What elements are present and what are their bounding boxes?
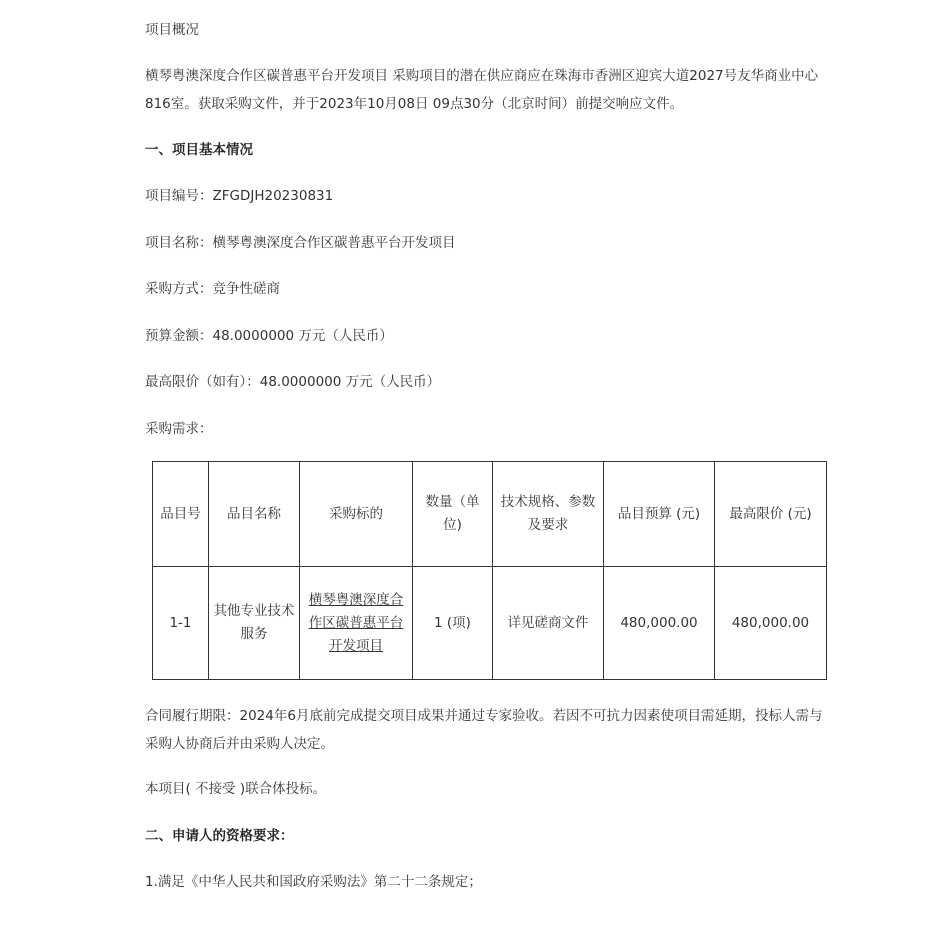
field-procurement-method (145, 279, 280, 299)
field-value: 48.0000000 万元（人民币） (259, 374, 441, 390)
cell-procurement-subject (300, 567, 413, 680)
table-row (153, 567, 827, 680)
header-item-budget: 品目预算 (元) (604, 462, 715, 567)
header-item-name: 品目名称 (209, 462, 300, 567)
requirements-table (152, 461, 827, 680)
field-label: 最高限价（如有）： (145, 374, 260, 390)
field-label: 项目名称： (145, 235, 213, 251)
cell-item-name: 其他专业技术服务 (209, 567, 300, 680)
section2-heading: 二、申请人的资格要求： (145, 828, 294, 844)
table-header-row (153, 462, 827, 567)
cell-item-budget: 480,000.00 (604, 567, 715, 680)
header-quantity: 数量（单位) (413, 462, 493, 567)
requirements-label: 采购需求： (145, 421, 213, 437)
field-project-number (145, 186, 333, 206)
overview-title: 项目概况 (145, 22, 199, 38)
cell-item-number: 1-1 (153, 567, 209, 680)
field-project-name (145, 233, 456, 253)
field-value: 横琴粤澳深度合作区碳普惠平台开发项目 (212, 235, 456, 251)
qualification-item-1: 1.满足《中华人民共和国政府采购法》第二十二条规定； (145, 874, 482, 890)
header-item-number: 品目号 (153, 462, 209, 567)
field-budget (145, 326, 393, 346)
overview-text: 横琴粤澳深度合作区碳普惠平台开发项目 采购项目的潜在供应商应在珠海市香洲区迎宾大道2027号友华商业中心816室。获取采购文件，并于2023年10月08日 09点30分（北京时间）前提交响应文件。 (145, 68, 819, 112)
field-label: 项目编号： (145, 188, 213, 204)
field-value: 48.0000000 万元（人民币） (212, 328, 393, 344)
field-value: ZFGDJH20230831 (212, 188, 334, 204)
field-label: 预算金额： (145, 328, 213, 344)
header-specs: 技术规格、参数及要求 (493, 462, 604, 567)
header-procurement-subject: 采购标的 (300, 462, 413, 567)
procurement-subject-link[interactable]: 横琴粤澳深度合作区碳普惠平台开发项目 (308, 591, 404, 654)
cell-specs: 详见磋商文件 (493, 567, 604, 680)
contract-period: 合同履行期限：2024年6月底前完成提交项目成果并通过专家验收。若因不可抗力因素使项目需延期，投标人需与采购人协商后并由采购人决定。 (145, 708, 823, 752)
consortium-note: 本项目( 不接受 )联合体投标。 (145, 781, 327, 797)
field-value: 竞争性磋商 (212, 281, 280, 297)
cell-quantity: 1 (项) (413, 567, 493, 680)
field-max-price (145, 372, 440, 392)
cell-max-price: 480,000.00 (715, 567, 827, 680)
header-max-price: 最高限价 (元) (715, 462, 827, 567)
field-label: 采购方式： (145, 281, 213, 297)
section1-heading: 一、项目基本情况 (145, 142, 253, 158)
